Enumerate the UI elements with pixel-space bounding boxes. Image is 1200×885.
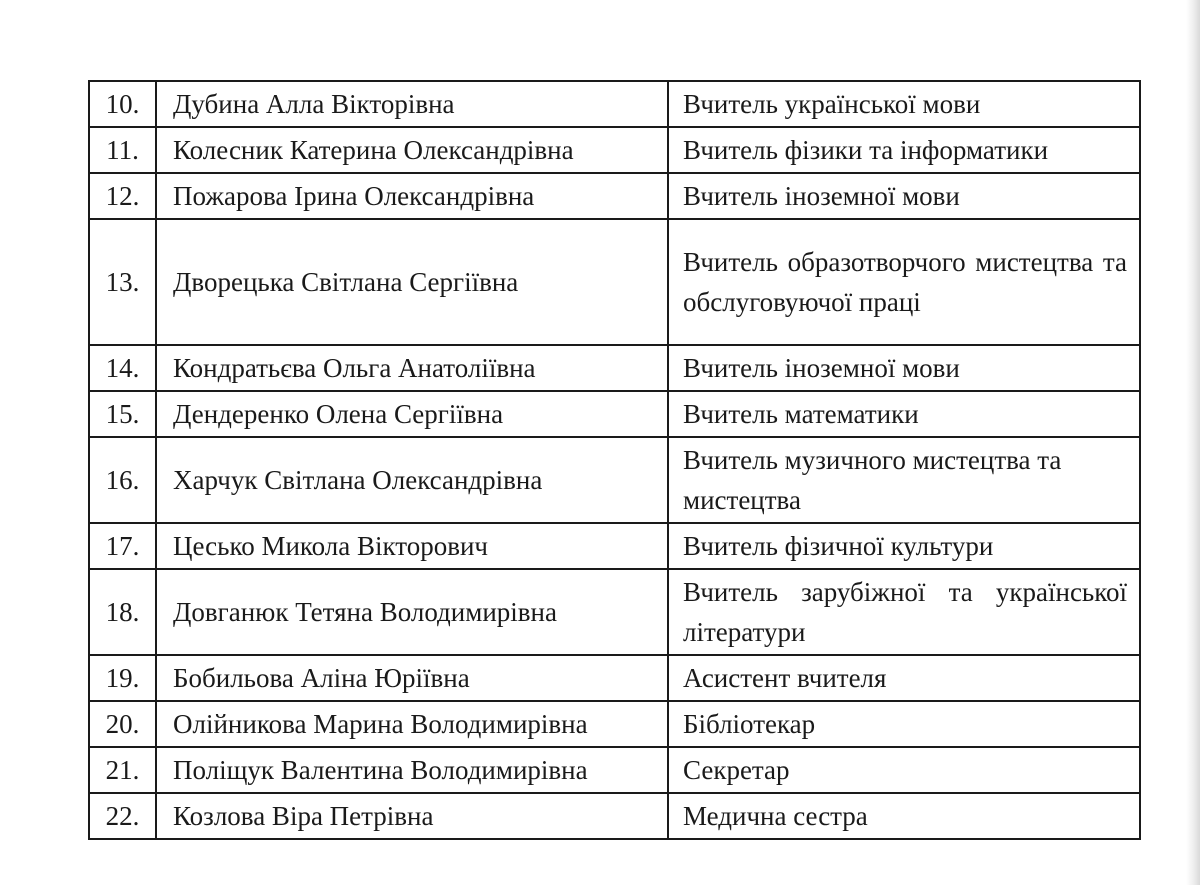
staff-name: Кондратьєва Ольга Анатоліївна (156, 345, 668, 391)
row-number: 15. (89, 391, 156, 437)
table-row (89, 81, 1140, 127)
staff-name: Олійникова Марина Володимирівна (156, 701, 668, 747)
staff-position: Вчитель образотворчого мистецтва та обслуговуючої праці (668, 219, 1140, 345)
staff-position: Медична сестра (668, 793, 1140, 839)
table-row (89, 173, 1140, 219)
staff-position: Вчитель музичного мистецтва та мистецтва (668, 437, 1140, 523)
staff-position: Вчитель іноземної мови (668, 345, 1140, 391)
table-row (89, 391, 1140, 437)
row-number: 13. (89, 219, 156, 345)
table-row (89, 747, 1140, 793)
table-row (89, 793, 1140, 839)
staff-position: Секретар (668, 747, 1140, 793)
staff-position: Вчитель зарубіжної та української літератури (668, 569, 1140, 655)
table-row (89, 127, 1140, 173)
row-number: 14. (89, 345, 156, 391)
row-number: 11. (89, 127, 156, 173)
table-row (89, 569, 1140, 655)
staff-position: Вчитель математики (668, 391, 1140, 437)
table-row (89, 219, 1140, 345)
staff-position: Асистент вчителя (668, 655, 1140, 701)
table-row (89, 437, 1140, 523)
page-edge-shadow (1186, 0, 1200, 885)
staff-table (88, 80, 1141, 840)
row-number: 18. (89, 569, 156, 655)
staff-name: Козлова Віра Петрівна (156, 793, 668, 839)
table-row (89, 345, 1140, 391)
staff-name: Харчук Світлана Олександрівна (156, 437, 668, 523)
row-number: 21. (89, 747, 156, 793)
row-number: 20. (89, 701, 156, 747)
staff-position: Вчитель фізики та інформатики (668, 127, 1140, 173)
staff-name: Бобильова Аліна Юріївна (156, 655, 668, 701)
staff-name: Довганюк Тетяна Володимирівна (156, 569, 668, 655)
staff-position: Вчитель іноземної мови (668, 173, 1140, 219)
staff-name: Поліщук Валентина Володимирівна (156, 747, 668, 793)
table-row (89, 523, 1140, 569)
row-number: 16. (89, 437, 156, 523)
staff-name: Дубина Алла Вікторівна (156, 81, 668, 127)
row-number: 19. (89, 655, 156, 701)
row-number: 22. (89, 793, 156, 839)
row-number: 12. (89, 173, 156, 219)
staff-name: Цесько Микола Вікторович (156, 523, 668, 569)
table-row (89, 701, 1140, 747)
staff-position: Вчитель української мови (668, 81, 1140, 127)
staff-name: Пожарова Ірина Олександрівна (156, 173, 668, 219)
row-number: 17. (89, 523, 156, 569)
table-row (89, 655, 1140, 701)
staff-name: Колесник Катерина Олександрівна (156, 127, 668, 173)
row-number: 10. (89, 81, 156, 127)
staff-position: Бібліотекар (668, 701, 1140, 747)
staff-position: Вчитель фізичної культури (668, 523, 1140, 569)
staff-name: Дворецька Світлана Сергіївна (156, 219, 668, 345)
staff-name: Дендеренко Олена Сергіївна (156, 391, 668, 437)
